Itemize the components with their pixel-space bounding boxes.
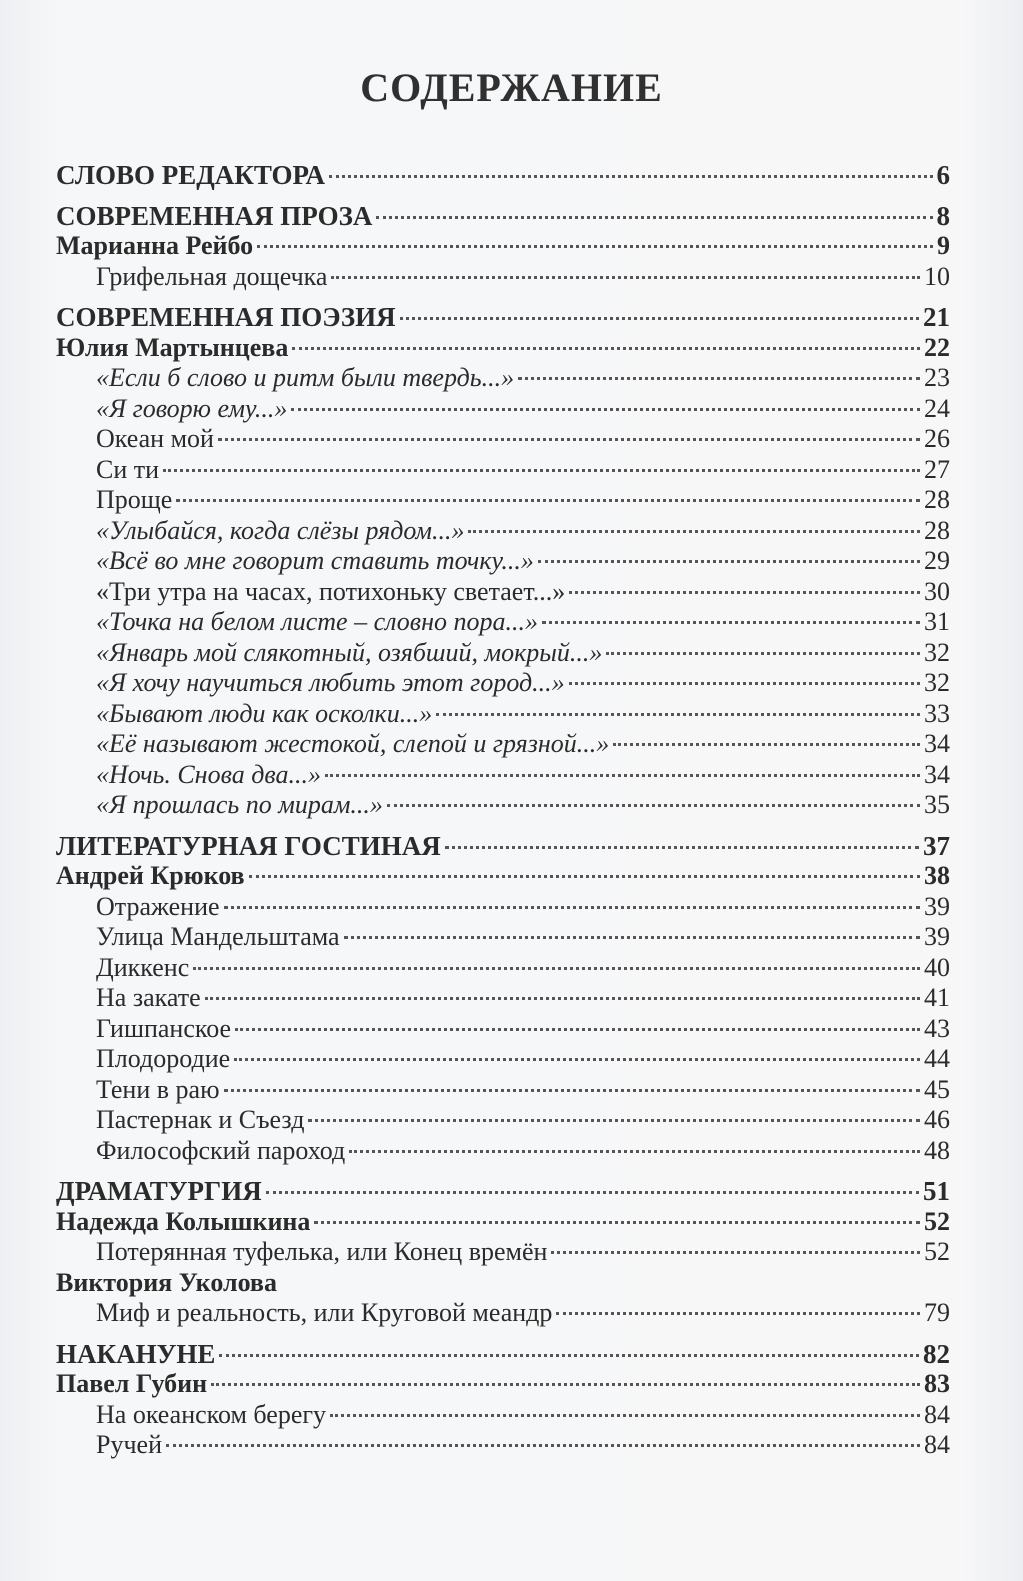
toc-page-number: 79 <box>924 1298 950 1327</box>
toc-entry <box>56 363 950 394</box>
dot-leader <box>329 175 932 178</box>
toc-page-number: 40 <box>924 952 950 982</box>
toc-page-number: 26 <box>924 424 950 453</box>
dot-leader <box>308 1119 920 1122</box>
toc-page-number: 38 <box>924 861 950 890</box>
toc-entry-title: Си ти <box>96 454 160 484</box>
dot-leader <box>468 530 920 533</box>
toc-page-number: 52 <box>924 1237 950 1266</box>
toc-entry-title: «Улыбайся, когда слёзы рядом...» <box>96 515 465 545</box>
toc-entry <box>56 699 950 730</box>
toc-author <box>56 1207 950 1238</box>
dot-leader <box>613 743 920 746</box>
dot-leader <box>266 1191 919 1194</box>
toc-author <box>56 231 950 262</box>
toc-page-number: 9 <box>937 231 950 260</box>
dot-leader <box>344 936 920 939</box>
toc-entry <box>56 922 950 953</box>
toc-page-number: 51 <box>923 1176 950 1206</box>
toc-entry-title: Виктория Уколова <box>56 1267 277 1297</box>
toc-page-number: 32 <box>924 637 950 667</box>
toc-entry-title: Океан мой <box>96 424 214 453</box>
dot-leader <box>314 1221 920 1224</box>
toc-section <box>56 160 950 191</box>
toc-entry <box>56 577 950 608</box>
dot-leader <box>325 774 920 777</box>
toc-entry-title: «Её называют жестокой, слепой и грязной...» <box>96 729 610 758</box>
dot-leader <box>400 317 919 320</box>
toc-page-number: 82 <box>923 1338 950 1369</box>
toc-entry-title: НАКАНУНЕ <box>56 1338 216 1369</box>
toc-entry <box>56 607 950 638</box>
toc-entry <box>56 790 950 821</box>
toc-entry-title: Андрей Крюков <box>56 861 245 890</box>
dot-leader <box>218 438 920 441</box>
dot-leader <box>518 377 920 380</box>
toc-page-number: 24 <box>924 393 950 423</box>
dot-leader <box>193 967 920 970</box>
toc-entry-title: Тени в раю <box>96 1074 220 1104</box>
toc-page-number: 32 <box>924 668 950 697</box>
dot-leader <box>331 276 920 279</box>
toc-entry-title: «Я говорю ему...» <box>96 393 288 423</box>
toc-page-number: 83 <box>924 1369 950 1398</box>
toc-entry-title: Миф и реальность, или Круговой меандр <box>96 1298 553 1327</box>
toc-page-number: 30 <box>924 576 950 606</box>
dot-leader <box>224 1089 921 1092</box>
toc-page-number: 45 <box>924 1074 950 1104</box>
toc-entry <box>56 485 950 516</box>
dot-leader <box>235 1028 920 1031</box>
toc-entry <box>56 1105 950 1136</box>
toc-entry <box>56 1237 950 1268</box>
toc-section <box>56 201 950 232</box>
toc-entry-title: «Январь мой слякотный, озябший, мокрый...» <box>96 637 603 667</box>
toc-entry-title: «Я прошлась по мирам...» <box>96 790 383 819</box>
toc-entry-title: Потерянная туфелька, или Конец времён <box>96 1237 548 1266</box>
toc-page-number: 48 <box>924 1135 950 1165</box>
dot-leader <box>249 875 920 878</box>
toc-entry-title: На закате <box>96 983 201 1012</box>
toc-entry-title: Философский пароход <box>96 1135 346 1165</box>
toc-page-number: 28 <box>924 515 950 545</box>
toc-author <box>56 861 950 892</box>
toc-entry-title: «Бывают люди как осколки...» <box>96 698 433 728</box>
toc-page-number: 84 <box>924 1430 950 1459</box>
dot-leader <box>445 846 919 849</box>
toc-page-number: 44 <box>924 1044 950 1073</box>
toc-page-number: 33 <box>924 698 950 728</box>
toc-page-number: 84 <box>924 1399 950 1429</box>
dot-leader <box>176 499 920 502</box>
dot-leader <box>330 1414 920 1417</box>
toc-page-number: 52 <box>924 1206 950 1236</box>
toc-entry <box>56 1075 950 1106</box>
dot-leader <box>211 1383 920 1386</box>
toc-page-number: 46 <box>924 1105 950 1134</box>
dot-leader <box>538 560 920 563</box>
dot-leader <box>349 1150 920 1153</box>
toc-page-number: 35 <box>924 790 950 819</box>
toc-entry-title: СОВРЕМЕННАЯ ПРОЗА <box>56 200 373 231</box>
toc-entry <box>56 1136 950 1167</box>
toc-entry-title: СЛОВО РЕДАКТОРА <box>56 160 326 190</box>
toc-entry <box>56 1044 950 1075</box>
toc-entry <box>56 455 950 486</box>
toc-section <box>56 1176 950 1207</box>
toc-author <box>56 1369 950 1400</box>
toc-entry-title: «Если б слово и ритм были твердь...» <box>96 363 515 392</box>
toc-entry-title: СОВРЕМЕННАЯ ПОЭЗИЯ <box>56 302 396 332</box>
toc-page-number: 28 <box>924 485 950 514</box>
toc-page-number: 8 <box>936 200 950 231</box>
toc-entry <box>56 1400 950 1431</box>
toc-entry-title: ДРАМАТУРГИЯ <box>56 1176 262 1206</box>
toc-page-number: 39 <box>924 891 950 921</box>
toc-page-number: 37 <box>923 830 950 861</box>
toc-page-number: 29 <box>924 546 950 575</box>
toc-entry <box>56 760 950 791</box>
toc-entry <box>56 394 950 425</box>
toc-page-number: 34 <box>924 759 950 789</box>
toc-entry <box>56 516 950 547</box>
dot-leader <box>556 1312 920 1315</box>
toc-entry <box>56 546 950 577</box>
toc-page-number: 22 <box>924 332 950 362</box>
dot-leader <box>606 652 920 655</box>
toc-entry-title: На океанском берегу <box>96 1399 327 1429</box>
toc-entry-title: Грифельная дощечка <box>96 261 328 291</box>
toc-page-number: 6 <box>936 160 950 190</box>
toc-entry-title: Пастернак и Съезд <box>96 1105 305 1134</box>
toc-entry-title: Юлия Мартынцева <box>56 332 289 362</box>
toc-entry-title: Улица Мандельштама <box>96 922 340 951</box>
dot-leader <box>436 713 920 716</box>
dot-leader <box>387 804 920 807</box>
toc-page-number: 39 <box>924 922 950 951</box>
toc-page-number: 43 <box>924 1013 950 1043</box>
dot-leader <box>569 591 920 594</box>
dot-leader <box>376 216 932 219</box>
toc-entry-title: Отражение <box>96 891 220 921</box>
dot-leader <box>542 621 920 624</box>
toc-page-number: 41 <box>924 983 950 1012</box>
toc-entry <box>56 262 950 293</box>
toc-entry-title: Гишпанское <box>96 1013 232 1043</box>
dot-leader <box>292 347 920 350</box>
toc-entry-title: «Точка на белом листе – словно пора...» <box>96 607 538 636</box>
dot-leader <box>569 682 920 685</box>
toc-section <box>56 1339 950 1370</box>
toc-entry <box>56 953 950 984</box>
toc-entry-title: «Всё во мне говорит ставить точку...» <box>96 546 534 575</box>
dot-leader <box>163 469 920 472</box>
toc-page-number: 21 <box>923 302 950 332</box>
dot-leader <box>224 906 920 909</box>
toc-entry <box>56 668 950 699</box>
toc-entry-title: «Три утра на часах, потихоньку светает...» <box>96 576 566 606</box>
toc-page-number: 27 <box>924 454 950 484</box>
dot-leader <box>205 997 920 1000</box>
toc-page-number: 31 <box>924 607 950 636</box>
toc-section <box>56 302 950 333</box>
toc-entry <box>56 892 950 923</box>
dot-leader <box>551 1251 920 1254</box>
toc-page-number: 10 <box>924 261 950 291</box>
toc-entry-title: «Я хочу научиться любить этот город...» <box>96 668 565 697</box>
toc-entry <box>56 983 950 1014</box>
toc-entry-title: Ручей <box>96 1430 162 1459</box>
toc-entry-title: Проще <box>96 485 173 514</box>
toc-entry <box>56 638 950 669</box>
dot-leader <box>257 245 933 248</box>
toc-page-number: 34 <box>924 729 950 758</box>
toc-entry <box>56 729 950 760</box>
toc-entry <box>56 1014 950 1045</box>
toc-page-number: 23 <box>924 363 950 392</box>
table-of-contents <box>56 160 950 1461</box>
toc-entry <box>56 1430 950 1461</box>
toc-entry-title: Диккенс <box>96 952 190 982</box>
toc-entry <box>56 1298 950 1329</box>
page-title: СОДЕРЖАНИЕ <box>360 65 663 110</box>
toc-entry-title: Надежда Колышкина <box>56 1206 311 1236</box>
toc-entry-title: «Ночь. Снова два...» <box>96 759 321 789</box>
toc-author <box>56 333 950 364</box>
dot-leader <box>219 1354 919 1357</box>
dot-leader <box>166 1444 920 1447</box>
toc-entry-title: Павел Губин <box>56 1369 208 1398</box>
toc-entry-title: Плодородие <box>96 1044 231 1073</box>
toc-entry <box>56 424 950 455</box>
dot-leader <box>291 408 920 411</box>
dot-leader <box>234 1058 920 1061</box>
toc-author <box>56 1268 950 1299</box>
toc-section <box>56 831 950 862</box>
toc-entry-title: ЛИТЕРАТУРНАЯ ГОСТИНАЯ <box>56 830 441 861</box>
toc-entry-title: Марианна Рейбо <box>56 231 254 260</box>
